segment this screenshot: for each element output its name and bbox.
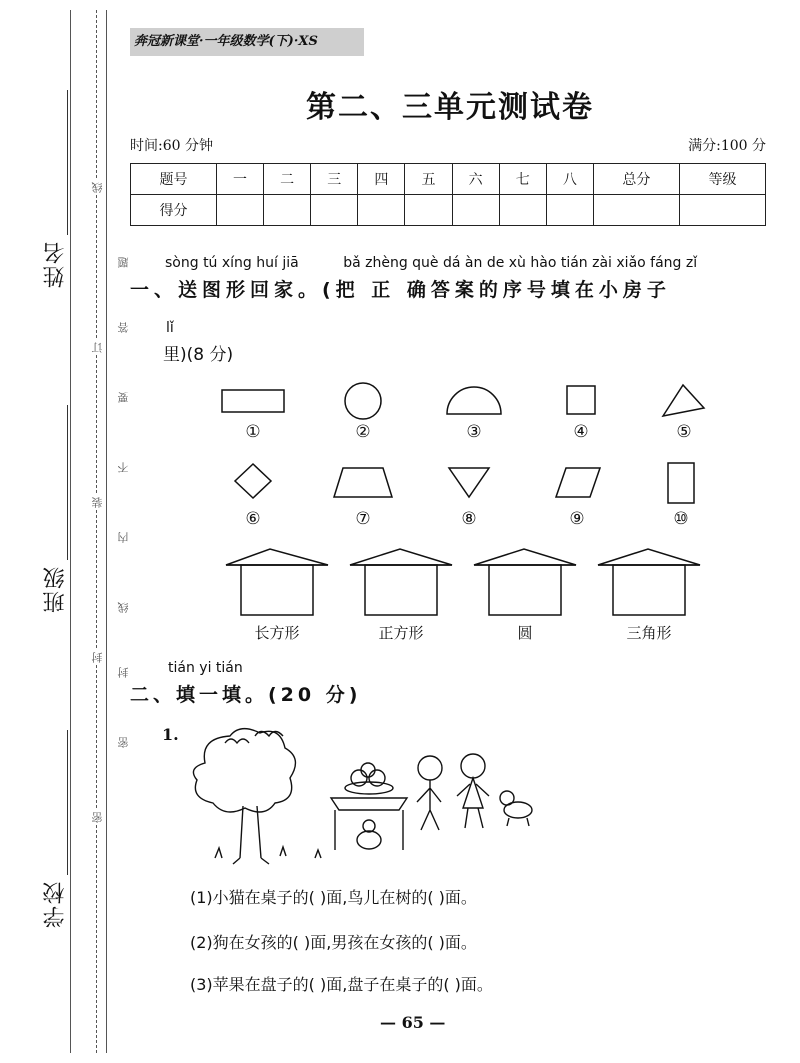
scene-illustration <box>185 718 545 868</box>
page-title: 第二、三单元测试卷 <box>306 90 594 125</box>
fill-sentence[interactable]: (3)苹果在盘子的( )面,盘子在桌子的( )面。 <box>190 975 493 994</box>
house-label: 长方形 <box>254 624 300 642</box>
seal-char: 要 <box>117 392 130 403</box>
girl-head <box>461 754 485 778</box>
seal-char: 题 <box>117 257 130 268</box>
seal-char: 内 <box>117 532 130 543</box>
house-label: 圆 <box>517 624 533 642</box>
seal-char: 答 <box>117 322 130 333</box>
shape-number: ④ <box>573 422 589 442</box>
table-cell: 二 <box>264 164 311 195</box>
seal-char: 订 <box>91 342 104 353</box>
seal-char: 装 <box>91 497 104 508</box>
seal-char: 封 <box>117 667 130 678</box>
rectangle-shape <box>222 390 284 412</box>
seal-char: 线 <box>91 182 104 193</box>
shape-number: ⑥ <box>245 509 261 529</box>
time-limit: 时间:60 分钟 <box>130 138 213 154</box>
q1-pinyin: sòng tú xíng huí jiā bǎ zhèng què dá àn de xù hào tián zài xiǎo fáng zǐ <box>165 255 698 271</box>
shape-number: ② <box>355 422 371 442</box>
fill-sentence[interactable]: (2)狗在女孩的( )面,男孩在女孩的( )面。 <box>190 933 477 952</box>
tree-crown <box>193 729 295 812</box>
table-cell: 六 <box>452 164 499 195</box>
house-rectangle <box>226 549 328 615</box>
square-shape <box>567 386 595 414</box>
bird-icon <box>225 739 249 743</box>
shape-number: ③ <box>466 422 482 442</box>
q1-text: 一、送图形回家。(把 正 确答案的序号填在小房子 <box>130 279 671 301</box>
circle-shape <box>345 383 381 419</box>
house-label: 正方形 <box>378 624 424 642</box>
dog-head <box>500 791 514 805</box>
girl-body <box>457 778 489 828</box>
inverted-triangle-shape <box>449 468 489 497</box>
shape-number: ⑨ <box>569 509 585 529</box>
boy-body <box>417 780 441 830</box>
table-cell: 七 <box>499 164 546 195</box>
trapezoid-shape <box>334 468 392 497</box>
school-label: 学校 <box>43 880 68 928</box>
table-cell: 八 <box>546 164 593 195</box>
house-triangle <box>598 549 700 615</box>
cat-head <box>363 820 375 832</box>
shape-number: ① <box>245 422 261 442</box>
q1-pinyin-2: lǐ <box>166 320 174 336</box>
house-square <box>350 549 452 615</box>
fill-sentence[interactable]: (1)小猫在桌子的( )面,鸟儿在树的( )面。 <box>190 888 477 907</box>
name-label: 姓名 <box>43 240 68 288</box>
page-number: — 65 — <box>380 1013 446 1032</box>
shape-number: ⑧ <box>461 509 477 529</box>
house-circle <box>474 549 576 615</box>
table-cell: 三 <box>311 164 358 195</box>
parallelogram-shape <box>556 468 600 497</box>
plate-icon <box>345 782 393 794</box>
dog-legs <box>507 818 529 826</box>
table-cell: 总分 <box>593 164 679 195</box>
series-header: 奔冠新课堂·一年级数学(下)·XS <box>130 28 364 56</box>
table-top <box>331 798 407 810</box>
seal-char: 密 <box>117 737 130 748</box>
table-cell: 等级 <box>679 164 765 195</box>
triangle-shape <box>663 385 704 416</box>
full-score: 满分:100 分 <box>688 138 766 154</box>
q2-pinyin: tián yi tián <box>168 660 243 676</box>
semicircle-shape <box>447 387 501 414</box>
seal-char: 线 <box>117 602 130 613</box>
table-cell: 四 <box>358 164 405 195</box>
cat-icon <box>357 831 381 849</box>
q1-text-2: 里)(8 分) <box>163 345 234 365</box>
apple-icon <box>351 770 367 786</box>
house-label: 三角形 <box>626 624 672 642</box>
tree-trunk <box>233 806 269 864</box>
grass-icon <box>215 847 321 858</box>
table-cell: 题号 <box>131 164 217 195</box>
table-cell: 一 <box>216 164 263 195</box>
item-number: 1. <box>162 725 179 744</box>
apple-icon <box>361 763 375 777</box>
shape-number: ⑤ <box>676 422 692 442</box>
diamond-shape <box>235 464 271 498</box>
table-cell: 五 <box>405 164 452 195</box>
apple-icon <box>369 770 385 786</box>
table-cell: 得分 <box>131 195 217 226</box>
seal-char: 封 <box>91 652 104 663</box>
q2-text: 二、填一填。(20 分) <box>130 684 362 706</box>
boy-head <box>418 756 442 780</box>
seal-char: 不 <box>117 462 130 473</box>
shape-number: ⑩ <box>673 509 689 529</box>
shape-number: ⑦ <box>355 509 371 529</box>
class-label: 班级 <box>43 565 68 613</box>
seal-char: 密 <box>91 812 104 823</box>
tall-rectangle-shape <box>668 463 694 503</box>
